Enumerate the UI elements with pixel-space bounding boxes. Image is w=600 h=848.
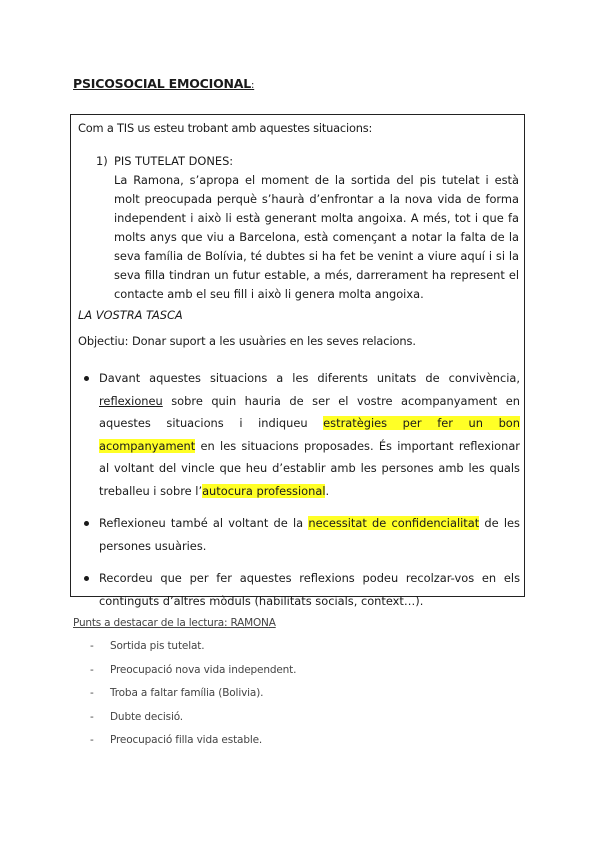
bullet-icon [84,521,89,526]
reading-points-list [90,640,296,758]
list-item: - Troba a faltar família (Bolivia). [90,687,264,699]
task-heading: LA VOSTRA TASCA [78,308,183,322]
highlighted-text: necessitat de confidencialitat [308,516,480,530]
case-text: La Ramona, s’apropa el moment de la sortida del pis tutelat i està molt preocupada perquè s’haurà d’enfrontar a la nova vida de forma independent i això li està generant molta angoixa. A més, tot i que fa molts anys que viu a Barcelona, està començant a notar la falta de la seva família de Bolívia, té dubtes si ha fet be venint a viure aquí i si la seva filla tindran un futur estable, a més, darrerament ha represent el contacte amb el seu fill i això li genera molta angoixa. [114,173,519,301]
case-heading: 1) PIS TUTELAT DONES: [96,154,234,168]
section-title: PSICOSOCIAL EMOCIONAL: [73,76,255,91]
list-item: - Dubte decisió. [90,710,183,723]
bullet-icon [84,376,89,381]
highlighted-text: estratègies per fer un bon acompanyament [99,416,520,453]
reading-title: Punts a destacar de la lectura: RAMONA [73,617,276,629]
highlighted-text: autocura professional [202,483,326,498]
intro-text: Com a TIS us esteu trobant amb aquestes situacions: [78,121,373,135]
instruction-item: Recordeu que per fer aquestes reflexions podeu recolzar-vos en els continguts d’altres mòduls (habilitats socials, context…). [82,567,520,612]
objective-text: Objectiu: Donar suport a les usuàries en les seves relacions. [78,334,416,348]
bullet-icon [84,576,89,581]
list-item: - Preocupació nova vida independent. [90,663,297,676]
instruction-list [82,367,520,622]
list-item: - Preocupació filla vida estable. [90,734,263,746]
instruction-item: Reflexioneu també al voltant de la necessitat de confidencialitat de les persones usuàries. [82,512,520,557]
instruction-item: Davant aquestes situacions a les diferents unitats de convivència, reflexioneu sobre quin hauria de ser el vostre acompanyament en aquestes situacions i indiqueu estratègies per fer un bon acompanyament en les situacions proposades. És important reflexionar al voltant del vincle que heu d’establir amb les persones amb les quals treballeu i sobre l’autocura professional. [82,367,520,502]
assignment-box [70,114,525,608]
list-item: - Sortida pis tutelat. [90,640,205,652]
